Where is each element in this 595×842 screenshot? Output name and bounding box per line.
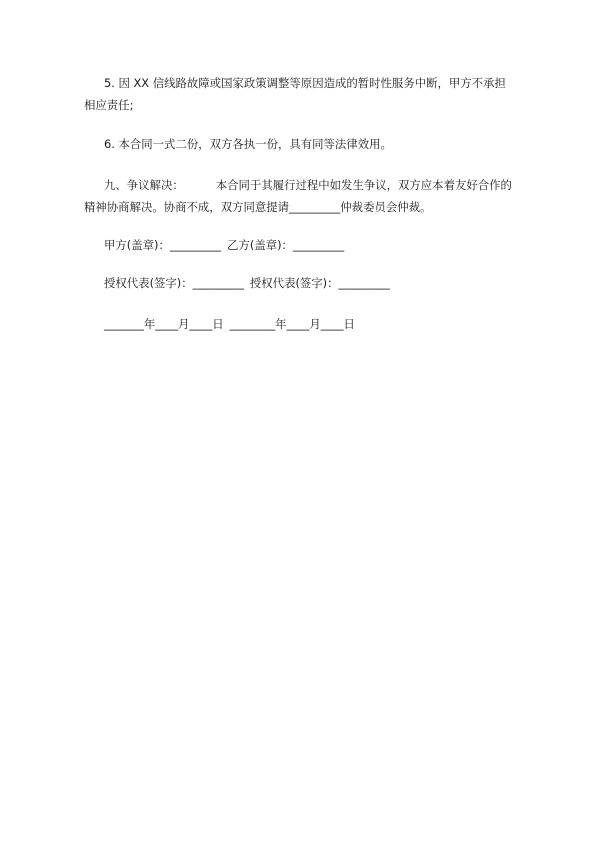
party-a-representative: 授权代表(签字)：_________ — [104, 276, 244, 290]
dispute-clause — [84, 174, 524, 218]
party-b-date: ________年____月____日 — [229, 317, 355, 331]
dispute-line-1 — [84, 174, 524, 196]
representative-line — [84, 272, 524, 294]
dispute-line-1-text: 本合同于其履行过程中如发生争议，双方应本着友好合作的 — [215, 178, 512, 192]
party-a-date: _______年____月____日 — [104, 317, 224, 331]
clause-5-line-2: 相应责任; — [84, 98, 134, 112]
dispute-line-2: 精神协商解决。协商不成，双方同意提请_________仲裁委员会仲裁。 — [84, 200, 432, 214]
clause-6-text: 6. 本合同一式二份，双方各执一份，具有同等法律效用。 — [104, 137, 392, 151]
party-a-seal: 甲方(盖章)：_________ — [104, 238, 222, 252]
party-b-representative: 授权代表(签字)：_________ — [249, 276, 390, 290]
date-line — [84, 313, 524, 335]
party-b-seal: 乙方(盖章)：_________ — [227, 238, 345, 252]
clause-5 — [84, 72, 524, 116]
clause-5-line-1: 5. 因 XX 信线路故障或国家政策调整等原因造成的暂时性服务中断，甲方不承担 — [104, 76, 506, 90]
clause-6 — [84, 133, 524, 155]
dispute-heading: 九、争议解决： — [104, 178, 184, 192]
seal-line — [84, 234, 524, 256]
